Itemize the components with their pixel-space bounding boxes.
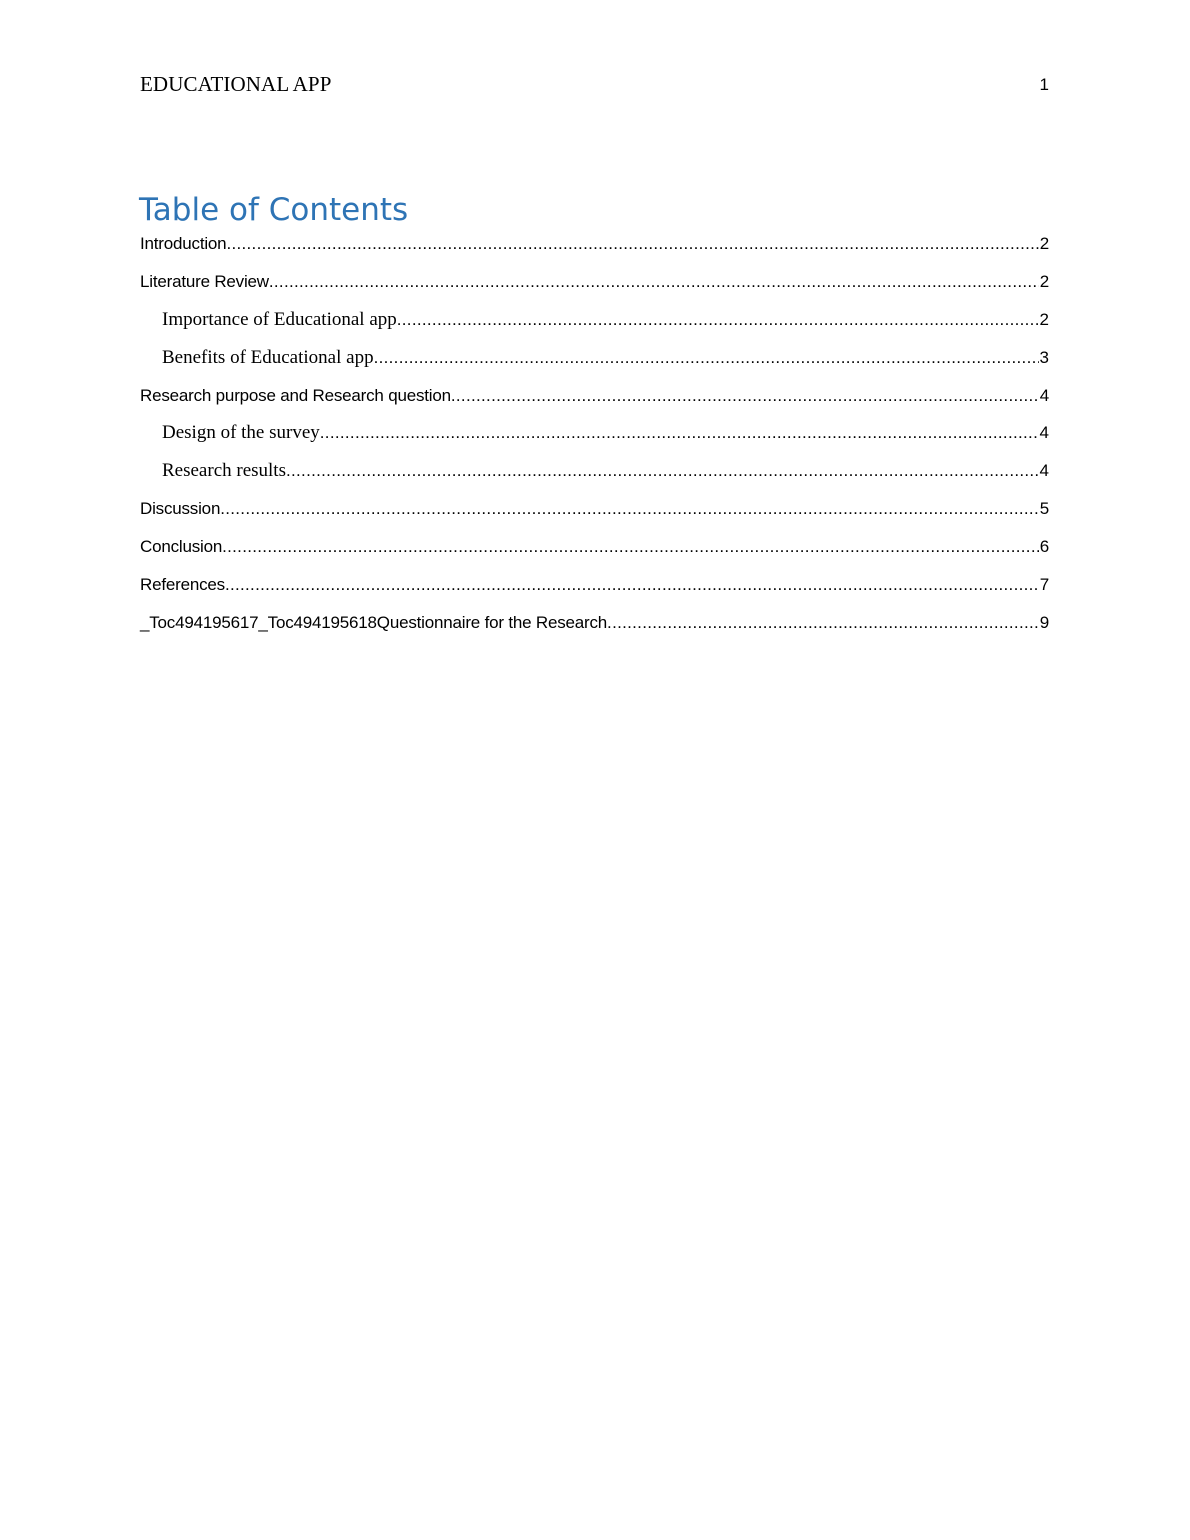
toc-entry-page: 2: [1039, 309, 1049, 329]
page-header: [140, 70, 1049, 100]
toc-dot-leader: [374, 345, 1039, 371]
toc-entry-design-of-the-survey[interactable]: [140, 420, 1049, 458]
toc-entry-label: Importance of Educational app: [162, 308, 397, 330]
toc-dot-leader: [320, 420, 1039, 446]
toc-entry-conclusion[interactable]: [140, 534, 1049, 572]
toc-dot-leader: [222, 534, 1039, 560]
toc-entry-references[interactable]: [140, 572, 1049, 610]
toc-entry-page: 5: [1039, 499, 1049, 519]
toc-entry-label: Conclusion: [140, 537, 223, 557]
table-of-contents: [140, 231, 1049, 648]
toc-entry-page: 4: [1039, 423, 1049, 443]
toc-entry-benefits-of-educational-app[interactable]: [140, 345, 1049, 383]
toc-entry-label: Research purpose and Research question: [140, 385, 451, 405]
header-page-number: 1: [1039, 75, 1049, 94]
toc-entry-importance-of-educational-app[interactable]: [140, 307, 1049, 345]
toc-entry-page: 3: [1039, 347, 1049, 367]
toc-entry-label: Introduction: [140, 234, 227, 253]
toc-dot-leader: [225, 572, 1039, 598]
toc-entry-label: Discussion: [140, 499, 221, 519]
toc-entry-label: Benefits of Educational app: [162, 346, 374, 368]
toc-entry-label: Design of the survey: [162, 422, 320, 444]
toc-entry-label: Literature Review: [140, 271, 269, 291]
toc-entry-introduction[interactable]: [140, 231, 1049, 269]
running-head: EDUCATIONAL APP: [140, 72, 332, 96]
toc-entry-page: 6: [1039, 537, 1049, 557]
toc-dot-leader: [269, 269, 1039, 295]
toc-entry-page: 2: [1039, 271, 1049, 291]
toc-heading: Table of Contents: [139, 192, 409, 228]
toc-entry-label: _Toc494195617_Toc494195618Questionnaire for the Research: [140, 612, 608, 632]
toc-entry-label: Research results: [162, 460, 286, 482]
toc-entry-research-results[interactable]: [140, 458, 1049, 496]
toc-dot-leader: [220, 496, 1039, 522]
toc-dot-leader: [607, 610, 1039, 636]
toc-entry-questionnaire[interactable]: [140, 610, 1049, 648]
toc-entry-page: 9: [1039, 612, 1049, 632]
toc-dot-leader: [397, 307, 1039, 333]
toc-entry-discussion[interactable]: [140, 496, 1049, 534]
toc-dot-leader: [226, 231, 1038, 257]
toc-entry-label: References: [140, 575, 225, 595]
toc-entry-page: 2: [1039, 234, 1049, 253]
toc-entry-page: 4: [1039, 461, 1049, 481]
toc-entry-page: 4: [1039, 385, 1049, 405]
toc-entry-research-purpose[interactable]: [140, 383, 1049, 421]
toc-dot-leader: [286, 458, 1039, 484]
toc-entry-page: 7: [1039, 575, 1049, 595]
toc-dot-leader: [451, 383, 1039, 409]
toc-entry-literature-review[interactable]: [140, 269, 1049, 307]
